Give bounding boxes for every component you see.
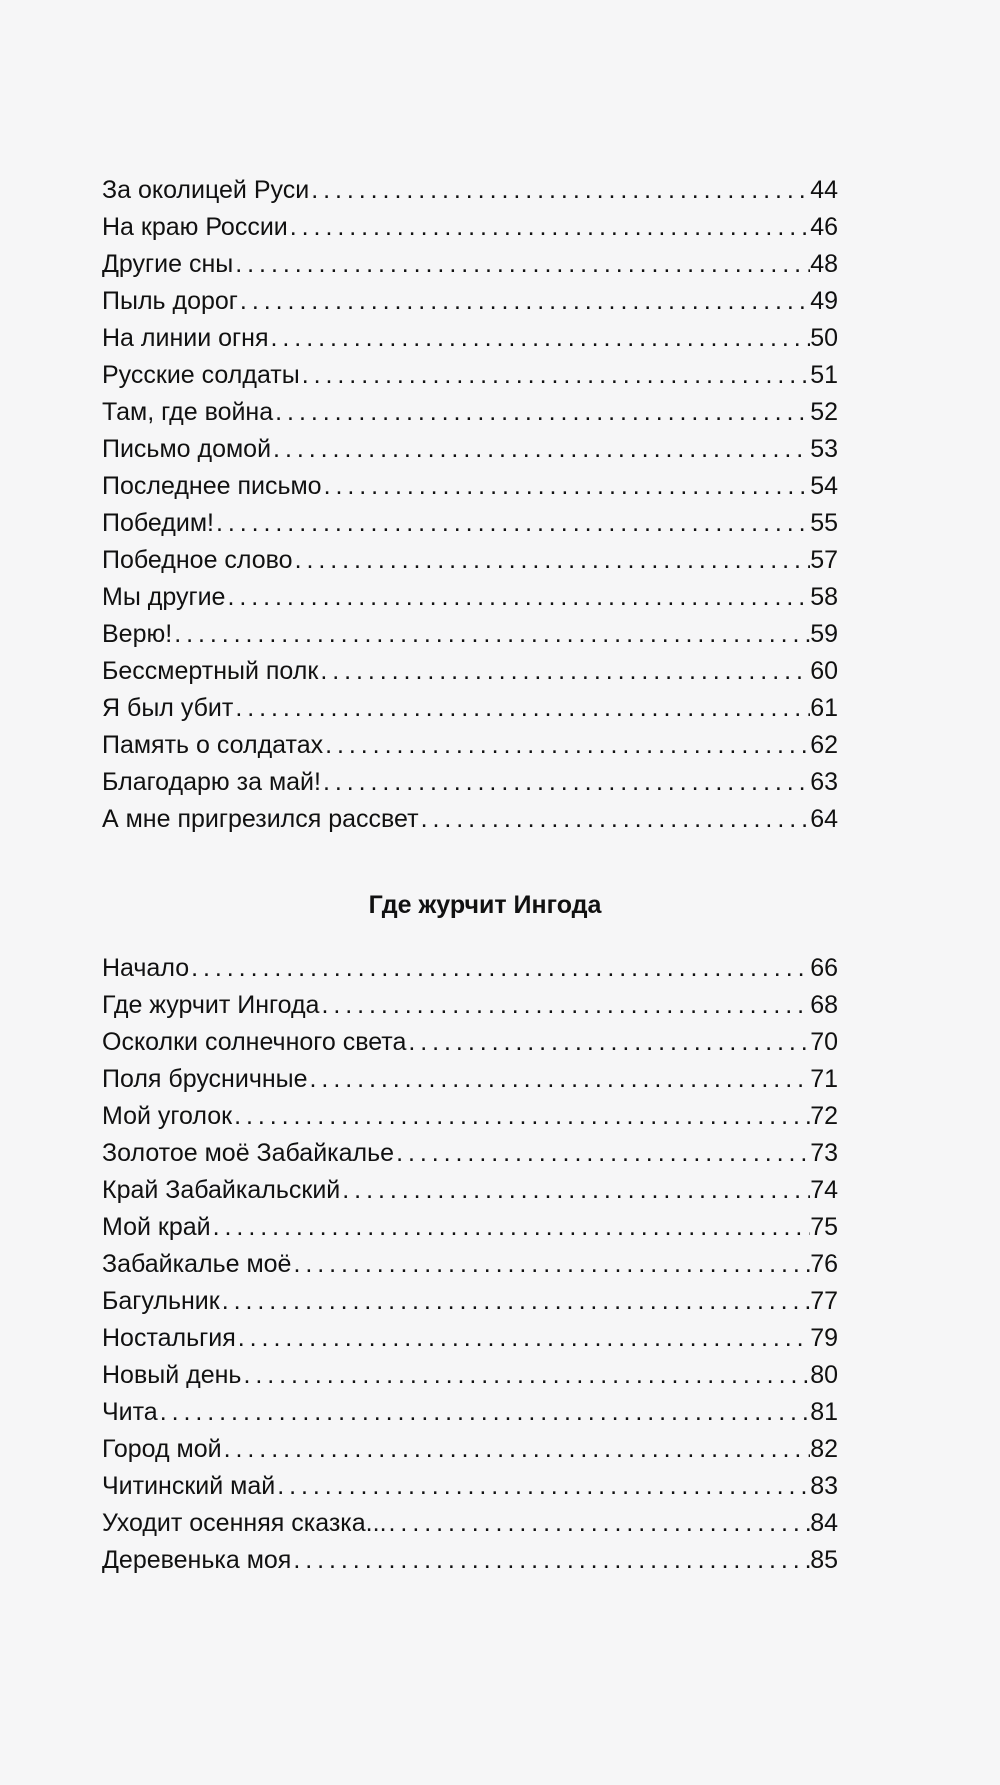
- entry-title: Осколки солнечного света: [102, 1028, 407, 1056]
- entry-title: Победим!: [102, 509, 214, 537]
- toc-entry: [102, 1468, 838, 1505]
- toc-entry: [102, 283, 838, 320]
- dot-leader: [321, 764, 810, 801]
- entry-title: Победное слово: [102, 546, 293, 574]
- entry-page-number: 49: [810, 287, 838, 315]
- toc-entry: [102, 505, 838, 542]
- dot-leader: [300, 357, 810, 394]
- entry-title: Чита: [102, 1398, 158, 1426]
- dot-leader: [309, 172, 810, 209]
- dot-leader: [189, 950, 810, 987]
- entry-page-number: 75: [810, 1213, 838, 1241]
- dot-leader: [158, 1394, 810, 1431]
- dot-leader: [394, 1135, 810, 1172]
- dot-leader: [241, 1357, 810, 1394]
- toc-entry: [102, 579, 838, 616]
- toc-entry: [102, 1431, 838, 1468]
- entry-page-number: 44: [810, 176, 838, 204]
- toc-entry: [102, 320, 838, 357]
- dot-leader: [406, 1024, 810, 1061]
- entry-title: Поля брусничные: [102, 1065, 308, 1093]
- dot-leader: [271, 431, 810, 468]
- dot-leader: [232, 1098, 810, 1135]
- entry-page-number: 68: [810, 991, 838, 1019]
- dot-leader: [222, 1431, 811, 1468]
- entry-page-number: 52: [810, 398, 838, 426]
- entry-page-number: 57: [810, 546, 838, 574]
- entry-title: Начало: [102, 954, 190, 982]
- toc-entry: [102, 1024, 838, 1061]
- toc-entry: [102, 616, 838, 653]
- toc-entry: [102, 1320, 838, 1357]
- toc-entry: [102, 1542, 838, 1579]
- dot-leader: [172, 616, 810, 653]
- entry-page-number: 48: [810, 250, 838, 278]
- dot-leader: [288, 209, 810, 246]
- toc-entry: [102, 1357, 838, 1394]
- entry-page-number: 46: [810, 213, 838, 241]
- entry-page-number: 83: [810, 1472, 838, 1500]
- toc-entry: [102, 1061, 838, 1098]
- entry-title: Читинский май: [102, 1472, 276, 1500]
- toc-entry: [102, 209, 838, 246]
- dot-leader: [291, 1246, 810, 1283]
- entry-title: Где журчит Ингода: [102, 991, 320, 1019]
- entry-page-number: 51: [810, 361, 838, 389]
- dot-leader: [322, 468, 811, 505]
- toc-entry: [102, 394, 838, 431]
- entry-page-number: 59: [810, 620, 838, 648]
- entry-page-number: 81: [810, 1398, 838, 1426]
- entry-page-number: 54: [810, 472, 838, 500]
- entry-page-number: 84: [810, 1509, 838, 1537]
- toc-entry: [102, 950, 838, 987]
- entry-page-number: 64: [810, 805, 838, 833]
- entry-title: Бессмертный полк: [102, 657, 319, 685]
- dot-leader: [275, 1468, 810, 1505]
- toc-entry: [102, 764, 838, 801]
- entry-page-number: 76: [810, 1250, 838, 1278]
- toc-entry: [102, 431, 838, 468]
- entry-page-number: 70: [810, 1028, 838, 1056]
- dot-leader: [214, 505, 810, 542]
- toc-entry: [102, 542, 838, 579]
- entry-title: Благодарю за май!: [102, 768, 321, 796]
- toc-entry: [102, 801, 838, 838]
- entry-title: Ностальгия: [102, 1324, 236, 1352]
- dot-leader: [318, 653, 810, 690]
- toc-entry: [102, 987, 838, 1024]
- dot-leader: [293, 542, 811, 579]
- entry-page-number: 71: [810, 1065, 838, 1093]
- entry-title: Уходит осенняя сказка...: [102, 1509, 387, 1537]
- entry-page-number: 77: [810, 1287, 838, 1315]
- toc-entry: [102, 172, 838, 209]
- toc-entry: [102, 1135, 838, 1172]
- toc-entry: [102, 246, 838, 283]
- entry-title: Багульник: [102, 1287, 220, 1315]
- entry-title: Мой край: [102, 1213, 211, 1241]
- entry-page-number: 53: [810, 435, 838, 463]
- entry-page-number: 58: [810, 583, 838, 611]
- toc-entry: [102, 1098, 838, 1135]
- entry-title: Пыль дорог: [102, 287, 238, 315]
- entry-title: Письмо домой: [102, 435, 272, 463]
- entry-title: Забайкалье моё: [102, 1250, 292, 1278]
- toc-section-ingoda: [102, 950, 838, 1579]
- dot-leader: [323, 727, 810, 764]
- toc-entry: [102, 1172, 838, 1209]
- dot-leader: [225, 579, 810, 616]
- dot-leader: [220, 1283, 810, 1320]
- entry-page-number: 85: [810, 1546, 838, 1574]
- entry-title: Мы другие: [102, 583, 226, 611]
- entry-page-number: 74: [810, 1176, 838, 1204]
- table-of-contents: [102, 172, 838, 1579]
- entry-title: Верю!: [102, 620, 173, 648]
- toc-entry: [102, 1209, 838, 1246]
- entry-title: Я был убит: [102, 694, 234, 722]
- toc-entry: [102, 1246, 838, 1283]
- entry-page-number: 66: [810, 954, 838, 982]
- toc-entry: [102, 357, 838, 394]
- entry-title: Русские солдаты: [102, 361, 300, 389]
- section-heading: Где журчит Ингода: [368, 891, 602, 919]
- entry-title: Золотое моё Забайкалье: [102, 1139, 395, 1167]
- dot-leader: [291, 1542, 810, 1579]
- entry-title: Мой уголок: [102, 1102, 233, 1130]
- entry-title: Новый день: [102, 1361, 242, 1389]
- dot-leader: [233, 690, 810, 727]
- entry-page-number: 61: [810, 694, 838, 722]
- toc-entry: [102, 690, 838, 727]
- dot-leader: [211, 1209, 811, 1246]
- dot-leader: [387, 1505, 811, 1542]
- entry-title: А мне пригрезился рассвет: [102, 805, 419, 833]
- entry-title: За околицей Руси: [102, 176, 310, 204]
- entry-title: Деревенька моя: [102, 1546, 292, 1574]
- entry-page-number: 63: [810, 768, 838, 796]
- entry-page-number: 62: [810, 731, 838, 759]
- entry-page-number: 55: [810, 509, 838, 537]
- toc-section-war: [102, 172, 838, 838]
- entry-page-number: 82: [810, 1435, 838, 1463]
- toc-entry: [102, 653, 838, 690]
- entry-title: Другие сны: [102, 250, 234, 278]
- dot-leader: [269, 320, 811, 357]
- entry-page-number: 50: [810, 324, 838, 352]
- dot-leader: [236, 1320, 810, 1357]
- dot-leader: [319, 987, 810, 1024]
- entry-title: Последнее письмо: [102, 472, 322, 500]
- entry-page-number: 73: [810, 1139, 838, 1167]
- dot-leader: [273, 394, 810, 431]
- entry-title: На краю России: [102, 213, 288, 241]
- entry-title: Город мой: [102, 1435, 222, 1463]
- entry-title: Там, где война: [102, 398, 274, 426]
- entry-title: На линии огня: [102, 324, 269, 352]
- toc-entry: [102, 1394, 838, 1431]
- entry-page-number: 80: [810, 1361, 838, 1389]
- dot-leader: [308, 1061, 811, 1098]
- dot-leader: [419, 801, 811, 838]
- entry-title: Память о солдатах: [102, 731, 324, 759]
- dot-leader: [340, 1172, 810, 1209]
- toc-entry: [102, 1283, 838, 1320]
- entry-page-number: 72: [810, 1102, 838, 1130]
- entry-title: Край Забайкальский: [102, 1176, 341, 1204]
- toc-entry: [102, 727, 838, 764]
- toc-entry: [102, 1505, 838, 1542]
- dot-leader: [238, 283, 810, 320]
- entry-page-number: 60: [810, 657, 838, 685]
- dot-leader: [233, 246, 810, 283]
- entry-page-number: 79: [810, 1324, 838, 1352]
- toc-entry: [102, 468, 838, 505]
